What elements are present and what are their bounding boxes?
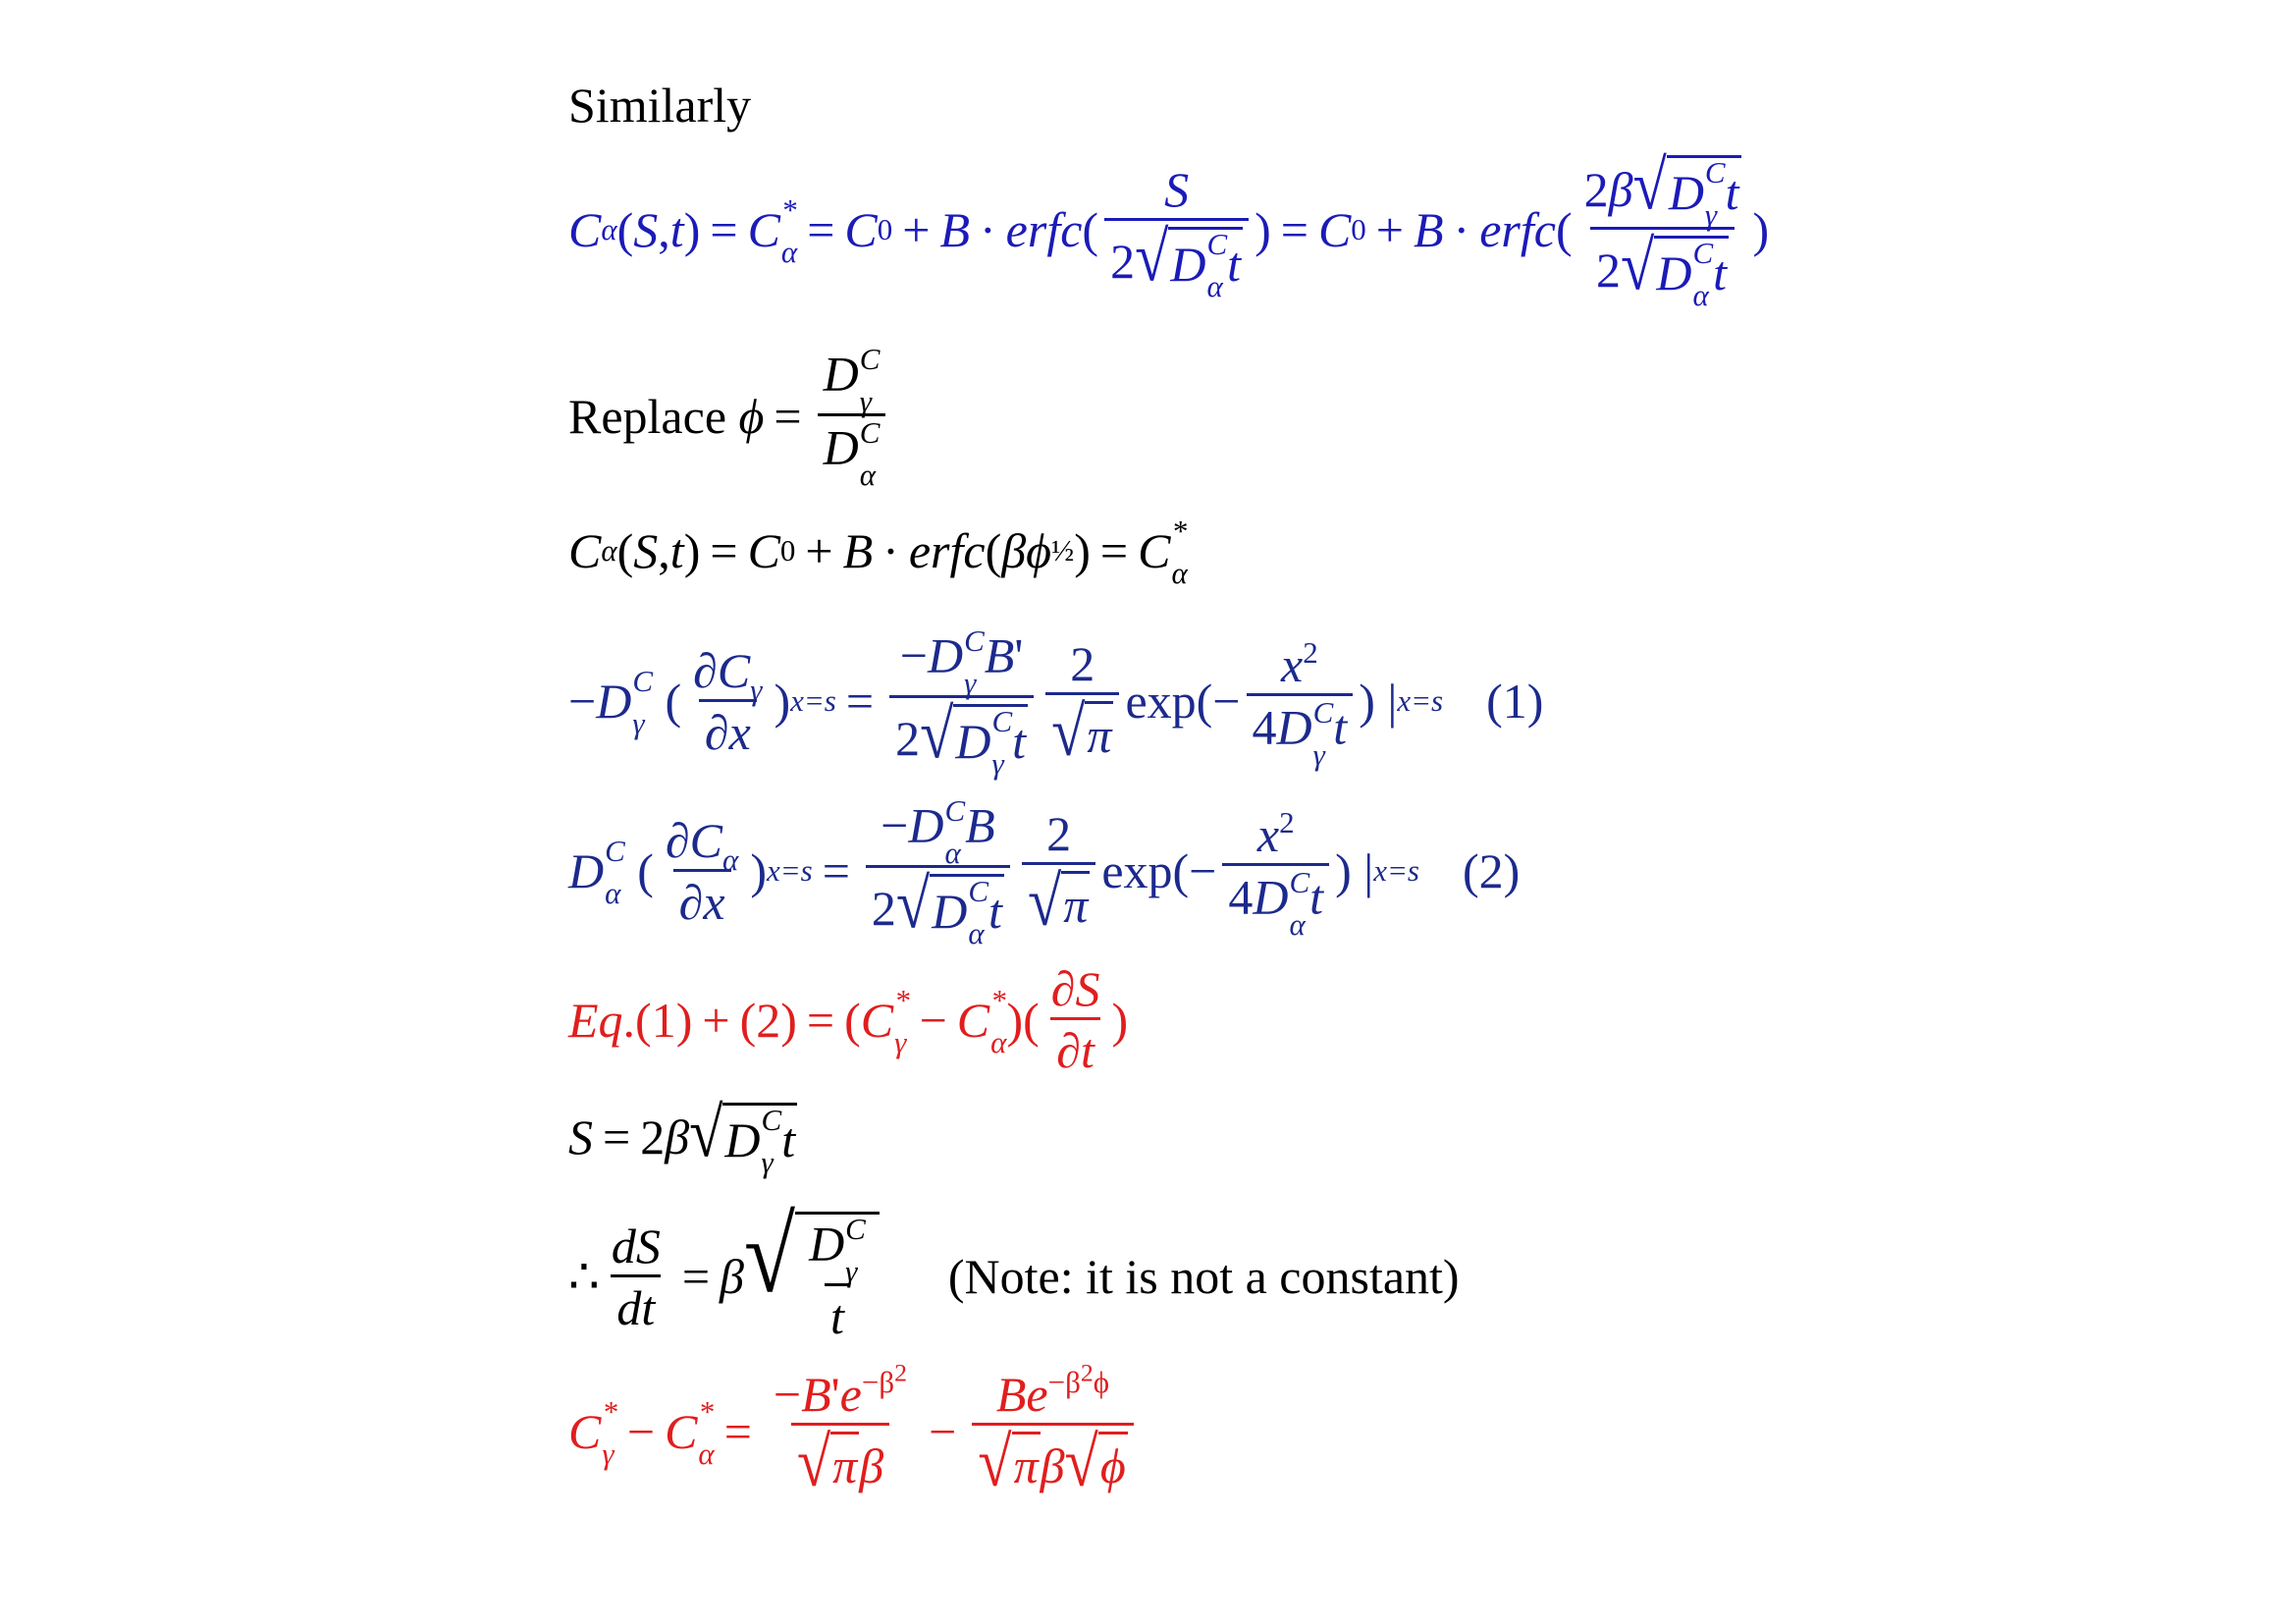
equation-2: D C α ( $\frac{\partial C_\alpha}{\partial x}$ ) x=s = −D C α B 2 √ D C α t 2 √ π exp(− $x^2$ 4D C α t ) | x=s (2) <box>568 793 1521 950</box>
note-not-constant: (Note: it is not a constant) <box>947 1249 1460 1304</box>
equation-2-label: (2) <box>1462 843 1521 898</box>
equation-interface-concentration: C α ( S , t ) = C * α = C 0 + B · erfc ( S 2 √ D C α t ) = C 0 + B · erfc ( 2β √ D C γ t 2 √ D C α t ) <box>568 145 1770 312</box>
similarly-label: Similarly <box>568 78 752 133</box>
equation-ds-dt: ∴ $\frac{dS}{dt}$ = β √ D C γ t (Note: it is not a constant) <box>568 1195 1460 1344</box>
equation-concentration-difference: C * γ − C * α = $-B'e^{-\beta^2}$ √ π β − $Be^{-\beta^2\phi}$ √ π β √ ϕ <box>568 1370 1140 1493</box>
equation-erfc-phi: C α ( S , t ) = C 0 + B · erfc ( βϕ ½ ) = C * α <box>568 514 1188 590</box>
equation-sum: Eq .(1) + (2) = ( C * γ − C * α )( $\frac{\partial S}{\partial t}$ ) <box>568 961 1129 1078</box>
equation-1-label: (1) <box>1486 674 1544 729</box>
replace-label: Replace <box>568 388 727 444</box>
text-similarly <box>568 78 752 133</box>
equation-s: S = 2 β √ D C γ t <box>568 1093 796 1179</box>
equation-replace-phi: Replace ϕ = D C γ D C α <box>568 349 891 483</box>
equation-1: − D C γ ( $\frac{\partial C_\gamma}{\partial x}$ ) x=s = −D C γ B' 2 √ D C γ t 2 √ π exp(− $x^2$ 4D C γ t ) | x=s (1) <box>568 623 1544 781</box>
